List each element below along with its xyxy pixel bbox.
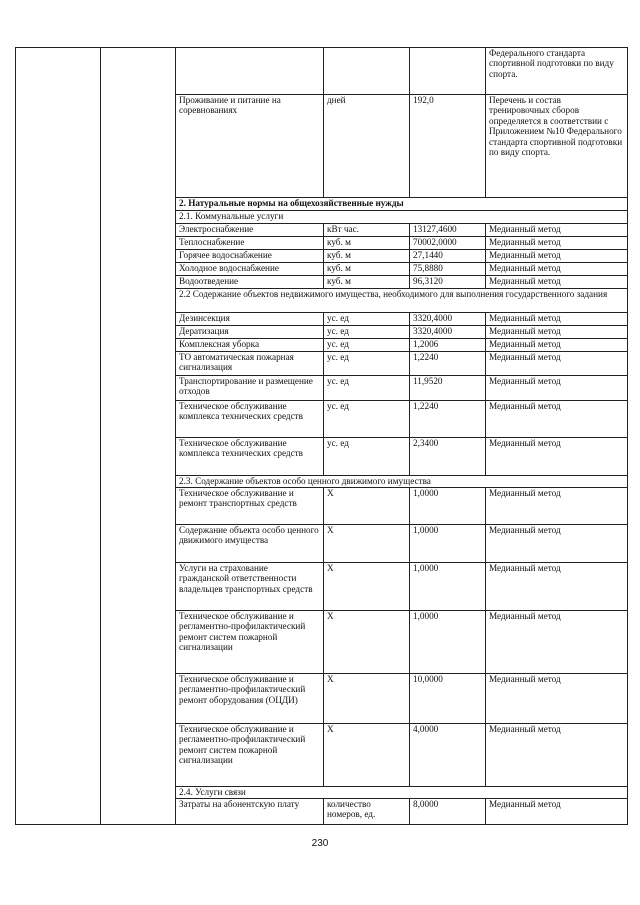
row-unit: ус. ед xyxy=(324,313,410,326)
section-heading: 2.3. Содержание объектов особо ценного движимого имущества xyxy=(176,476,628,488)
row-method: Медианный метод xyxy=(486,488,628,525)
row-unit: ус. ед xyxy=(324,438,410,476)
row-value: 1,2006 xyxy=(410,339,486,352)
row-value: 11,9520 xyxy=(410,376,486,401)
row-value: 27,1440 xyxy=(410,250,486,263)
row-value xyxy=(410,48,486,95)
row-name: Проживание и питание на соревнованиях xyxy=(176,95,324,198)
row-name: Содержание объекта особо ценного движимого имущества xyxy=(176,525,324,563)
row-name: Затраты на абонентскую плату xyxy=(176,799,324,825)
row-method: Медианный метод xyxy=(486,611,628,674)
row-name: Транспортирование и размещение отходов xyxy=(176,376,324,401)
row-method: Медианный метод xyxy=(486,438,628,476)
row-value: 1,0000 xyxy=(410,488,486,525)
row-value: 1,0000 xyxy=(410,563,486,611)
section-heading: 2.4. Услуги связи xyxy=(176,787,628,799)
row-name xyxy=(176,48,324,95)
row-unit: Х xyxy=(324,563,410,611)
row-unit: Х xyxy=(324,674,410,724)
row-name: Комплексная уборка xyxy=(176,339,324,352)
norms-table xyxy=(15,47,628,825)
row-unit: куб. м xyxy=(324,263,410,276)
row-unit: Х xyxy=(324,488,410,525)
row-name: Электроснабжение xyxy=(176,224,324,237)
left-merged-column-1 xyxy=(16,48,101,825)
row-name: Техническое обслуживание и ремонт транспортных средств xyxy=(176,488,324,525)
row-name: Техническое обслуживание комплекса технических средств xyxy=(176,438,324,476)
row-method: Медианный метод xyxy=(486,313,628,326)
norms-table-body xyxy=(16,48,628,825)
row-value: 1,2240 xyxy=(410,352,486,376)
row-method: Медианный метод xyxy=(486,352,628,376)
row-unit: кВт час. xyxy=(324,224,410,237)
row-name: Холодное водоснабжение xyxy=(176,263,324,276)
row-value: 96,3120 xyxy=(410,276,486,289)
row-method: Медианный метод xyxy=(486,250,628,263)
row-unit: дней xyxy=(324,95,410,198)
table-row xyxy=(16,48,628,95)
row-unit: Х xyxy=(324,525,410,563)
row-method: Медианный метод xyxy=(486,799,628,825)
row-name: Дезинсекция xyxy=(176,313,324,326)
row-value: 1,2240 xyxy=(410,401,486,438)
row-unit: ус. ед xyxy=(324,401,410,438)
row-name: Техническое обслуживание и регламентно-профилактический ремонт систем пожарной сигнализации xyxy=(176,724,324,787)
row-name: Водоотведение xyxy=(176,276,324,289)
row-value: 1,0000 xyxy=(410,611,486,674)
row-value: 10,0000 xyxy=(410,674,486,724)
row-method: Медианный метод xyxy=(486,401,628,438)
row-value: 192,0 xyxy=(410,95,486,198)
row-unit: ус. ед xyxy=(324,352,410,376)
row-unit: количество номеров, ед. xyxy=(324,799,410,825)
row-unit: куб. м xyxy=(324,237,410,250)
row-unit xyxy=(324,48,410,95)
row-unit: Х xyxy=(324,611,410,674)
row-method: Медианный метод xyxy=(486,339,628,352)
row-value: 2,3400 xyxy=(410,438,486,476)
row-value: 13127,4600 xyxy=(410,224,486,237)
row-method: Медианный метод xyxy=(486,326,628,339)
row-name: Техническое обслуживание и регламентно-профилактический ремонт оборудования (ОЦДИ) xyxy=(176,674,324,724)
row-method: Медианный метод xyxy=(486,674,628,724)
row-method: Федерального стандарта спортивной подготовки по виду спорта. xyxy=(486,48,628,95)
row-method: Медианный метод xyxy=(486,224,628,237)
row-unit: Х xyxy=(324,724,410,787)
row-method: Перечень и состав тренировочных сборов определяется в соответствии с Приложением №10 Федерального стандарта спортивной подготовки по виду спорта. xyxy=(486,95,628,198)
row-method: Медианный метод xyxy=(486,376,628,401)
row-value: 8,0000 xyxy=(410,799,486,825)
row-method: Медианный метод xyxy=(486,263,628,276)
row-name: Услуги на страхование гражданской ответственности владельцев транспортных средств xyxy=(176,563,324,611)
row-unit: куб. м xyxy=(324,276,410,289)
row-value: 3320,4000 xyxy=(410,326,486,339)
row-name: Теплоснабжение xyxy=(176,237,324,250)
row-value: 1,0000 xyxy=(410,525,486,563)
row-unit: ус. ед xyxy=(324,326,410,339)
row-unit: ус. ед xyxy=(324,339,410,352)
row-unit: куб. м xyxy=(324,250,410,263)
row-name: Техническое обслуживание и регламентно-профилактический ремонт систем пожарной сигнализации xyxy=(176,611,324,674)
row-name: Горячее водоснабжение xyxy=(176,250,324,263)
row-value: 75,8880 xyxy=(410,263,486,276)
row-method: Медианный метод xyxy=(486,525,628,563)
row-value: 3320,4000 xyxy=(410,313,486,326)
row-method: Медианный метод xyxy=(486,724,628,787)
left-merged-column-2 xyxy=(101,48,176,825)
row-name: Дератизация xyxy=(176,326,324,339)
row-value: 4,0000 xyxy=(410,724,486,787)
section-heading: 2.1. Коммунальные услуги xyxy=(176,211,628,224)
section-heading: 2.2 Содержание объектов недвижимого имущества, необходимого для выполнения государственного задания xyxy=(176,289,628,313)
row-name: Техническое обслуживание комплекса технических средств xyxy=(176,401,324,438)
row-unit: ус. ед xyxy=(324,376,410,401)
row-value: 70002,0000 xyxy=(410,237,486,250)
row-method: Медианный метод xyxy=(486,563,628,611)
section-heading: 2. Натуральные нормы на общехозяйственные нужды xyxy=(176,198,628,211)
row-method: Медианный метод xyxy=(486,237,628,250)
row-name: ТО автоматическая пожарная сигнализация xyxy=(176,352,324,376)
row-method: Медианный метод xyxy=(486,276,628,289)
page-number: 230 xyxy=(311,838,329,849)
